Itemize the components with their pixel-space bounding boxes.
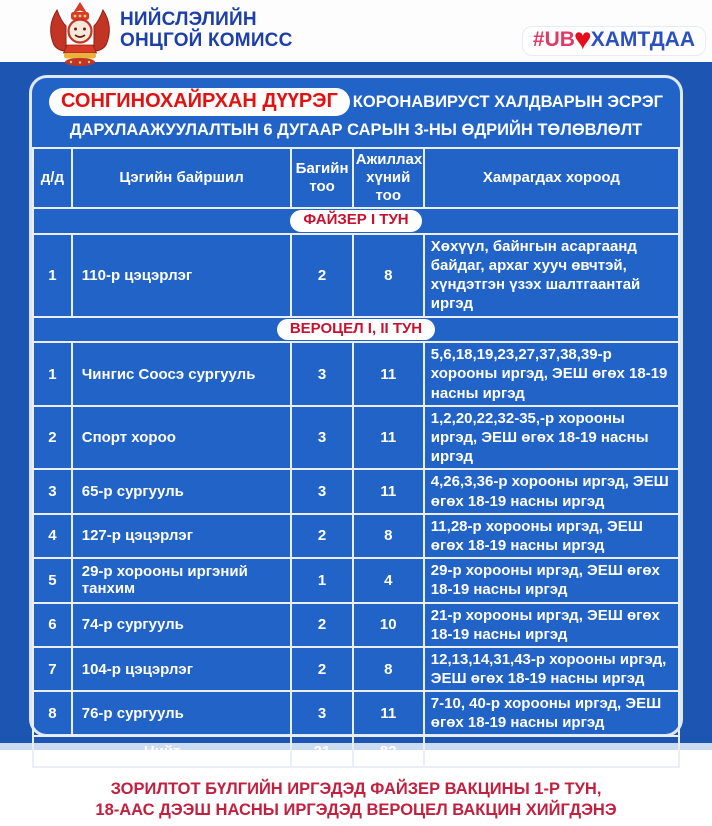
table-row — [33, 514, 679, 558]
cell-teams: 2 — [291, 514, 352, 558]
cell-khoroos: 7-10, 40-р хорооны иргэд, ЭЕШ өгөх 18-19 насны иргэд — [424, 691, 679, 735]
section-label: ФАЙЗЕР I ТУН — [290, 210, 421, 232]
cell-location: Спорт хороо — [72, 406, 292, 470]
cell-khoroos: 29-р хорооны иргэд, ЭЕШ өгөх 18-19 насны иргэд — [424, 558, 679, 602]
cell-teams: 3 — [291, 342, 352, 406]
cell-no: 7 — [33, 647, 72, 691]
table-row — [33, 691, 679, 735]
footer-line2: 18-ААС ДЭЭШ НАСНЫ ИРГЭДЭД ВЕРОЦЕЛ ВАКЦИН ХИЙГДЭНЭ — [95, 800, 617, 819]
cell-location: 29-р хорооны иргэний танхим — [72, 558, 292, 602]
cell-khoroos: 1,2,20,22,32-35,-р хорооны иргэд, ЭЕШ өгөх 18-19 насны иргэд — [424, 406, 679, 470]
total-khoroos — [424, 736, 679, 767]
total-workers: 82 — [353, 736, 424, 767]
cell-khoroos: 5,6,18,19,23,27,37,38,39-р хорооны иргэд, ЭЕШ өгөх 18-19 насны иргэд — [424, 342, 679, 406]
cell-workers: 10 — [353, 603, 424, 647]
section-cell — [33, 317, 679, 343]
cell-location: 65-р сургууль — [72, 469, 292, 513]
cell-teams: 3 — [291, 469, 352, 513]
cell-teams: 1 — [291, 558, 352, 602]
col-header-location: Цэгийн байршил — [72, 148, 292, 208]
footer-line1: ЗОРИЛТОТ БҮЛГИЙН ИРГЭДЭД ФАЙЗЕР ВАКЦИНЫ 1-Р ТУН, — [110, 779, 602, 798]
ulaanbaatar-emblem-icon — [44, 1, 116, 72]
cell-no: 6 — [33, 603, 72, 647]
cell-no: 1 — [33, 234, 72, 317]
top-bar — [0, 0, 712, 62]
table-row — [33, 234, 679, 317]
org-name-line1: НИЙСЛЭЛИЙН — [120, 9, 257, 30]
district-title: СОНГИНОХАЙРХАН ДҮҮРЭГ — [49, 88, 350, 116]
table-row — [33, 647, 679, 691]
title-line2: ДАРХЛААЖУУЛАЛТЫН 6 ДУГААР САРЫН 3-НЫ ӨДРИЙН ТӨЛӨВЛӨЛТ — [69, 121, 643, 139]
col-header-teams: Багийн тоо — [291, 148, 352, 208]
cell-no: 3 — [33, 469, 72, 513]
table-header-row — [33, 148, 679, 208]
cell-location: 74-р сургууль — [72, 603, 292, 647]
cell-teams: 2 — [291, 603, 352, 647]
ub-together-badge — [522, 23, 706, 56]
title-line1 — [36, 88, 676, 116]
section-row — [33, 208, 679, 234]
title-line1-rest: КОРОНАВИРУСТ ХАЛДВАРЫН ЭСРЭГ — [352, 92, 664, 111]
table-row — [33, 558, 679, 602]
announcement-card — [29, 75, 683, 819]
cell-workers: 4 — [353, 558, 424, 602]
cell-workers: 11 — [353, 469, 424, 513]
table-row — [33, 406, 679, 470]
cell-teams: 3 — [291, 406, 352, 470]
cell-no: 4 — [33, 514, 72, 558]
cell-khoroos: 12,13,14,31,43-р хорооны иргэд, ЭЕШ өгөх 18-19 насны иргэд — [424, 647, 679, 691]
total-label: Нийт — [33, 736, 291, 767]
title-block — [32, 78, 680, 147]
heart-icon: ♥ — [573, 23, 592, 56]
vaccination-plan-table — [32, 147, 680, 768]
col-header-workers: Ажиллах хүний тоо — [353, 148, 424, 208]
cell-workers: 8 — [353, 514, 424, 558]
cell-no: 8 — [33, 691, 72, 735]
cell-teams: 2 — [291, 647, 352, 691]
cell-workers: 11 — [353, 342, 424, 406]
cell-location: 104-р цэцэрлэг — [72, 647, 292, 691]
hashtag-label: #UB — [532, 28, 575, 51]
table-row — [33, 469, 679, 513]
cell-location: 110-р цэцэрлэг — [72, 234, 292, 317]
cell-location: Чингис Соосэ сургууль — [72, 342, 292, 406]
cell-location: 76-р сургууль — [72, 691, 292, 735]
total-teams: 21 — [291, 736, 352, 767]
cell-no: 5 — [33, 558, 72, 602]
table-row — [33, 603, 679, 647]
cell-workers: 8 — [353, 647, 424, 691]
cell-teams: 3 — [291, 691, 352, 735]
cell-teams: 2 — [291, 234, 352, 317]
cell-no: 1 — [33, 342, 72, 406]
vaccination-table-body — [33, 208, 679, 767]
section-cell — [33, 208, 679, 234]
cell-workers: 11 — [353, 691, 424, 735]
cell-workers: 11 — [353, 406, 424, 470]
cell-khoroos: 21-р хорооны иргэд, ЭЕШ өгөх 18-19 насны иргэд — [424, 603, 679, 647]
cell-khoroos: 4,26,3,36-р хорооны иргэд, ЭЕШ өгөх 18-19 насны иргэд — [424, 469, 679, 513]
cell-location: 127-р цэцэрлэг — [72, 514, 292, 558]
cell-khoroos: Хөхүүл, байнгын асаргаанд байдаг, архаг хууч өвчтэй, хүндэтгэн үзэх шалтгаантай иргэд — [424, 234, 679, 317]
col-header-no: д/д — [33, 148, 72, 208]
footer-notice — [80, 776, 631, 826]
badge-text: ХАМТДАА — [590, 28, 695, 51]
table-row — [33, 342, 679, 406]
section-row — [33, 317, 679, 343]
section-label: ВЕРОЦЕЛ I, II ТУН — [277, 319, 435, 341]
cell-workers: 8 — [353, 234, 424, 317]
organization-name — [120, 9, 293, 52]
col-header-khoroos: Хамрагдах хороод — [424, 148, 679, 208]
total-row — [33, 736, 679, 767]
org-name-line2: ОНЦГОЙ КОМИСС — [120, 30, 293, 52]
cell-no: 2 — [33, 406, 72, 470]
cell-khoroos: 11,28-р хорооны иргэд, ЭЕШ өгөх 18-19 насны иргэд — [424, 514, 679, 558]
